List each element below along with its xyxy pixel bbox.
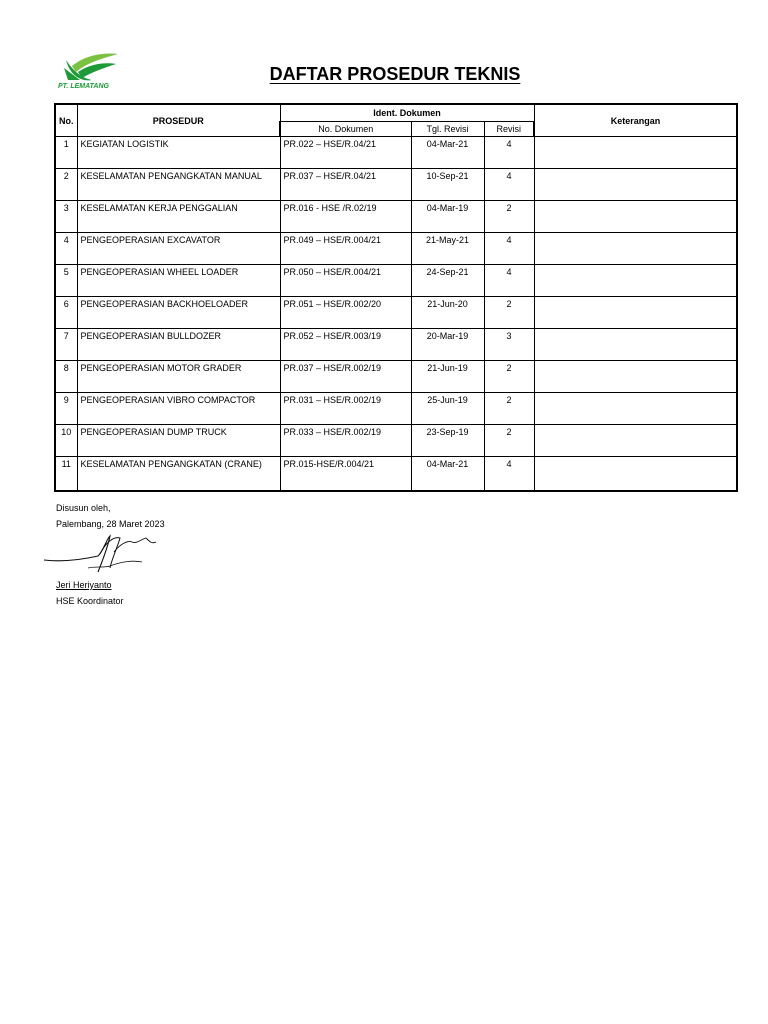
place-date: Palembang, 28 Maret 2023: [56, 519, 165, 529]
row-revisi: 2: [484, 297, 534, 329]
row-tgl-revisi: 25-Jun-19: [411, 393, 484, 425]
handwritten-signature: [40, 532, 160, 578]
row-no-dokumen: PR.033 – HSE/R.002/19: [280, 425, 411, 457]
header-keterangan: Keterangan: [534, 104, 737, 137]
row-no-dokumen: PR.050 – HSE/R.004/21: [280, 265, 411, 297]
header-revisi: Revisi: [484, 122, 534, 137]
row-revisi: 4: [484, 457, 534, 491]
row-tgl-revisi: 24-Sep-21: [411, 265, 484, 297]
row-no: 3: [55, 201, 77, 233]
row-tgl-revisi: 21-May-21: [411, 233, 484, 265]
row-tgl-revisi: 04-Mar-19: [411, 201, 484, 233]
table-row: [55, 425, 737, 457]
row-no-dokumen: PR.016 - HSE /R.02/19: [280, 201, 411, 233]
table-row: [55, 137, 737, 169]
row-no: 5: [55, 265, 77, 297]
document-title-text: DAFTAR PROSEDUR TEKNIS: [269, 64, 521, 84]
table-row: [55, 169, 737, 201]
row-keterangan: [534, 233, 737, 265]
row-no-dokumen: PR.022 – HSE/R.04/21: [280, 137, 411, 169]
row-no-dokumen: PR.037 – HSE/R.002/19: [280, 361, 411, 393]
row-prosedur: PENGEOPERASIAN MOTOR GRADER: [77, 361, 280, 393]
table-row: [55, 233, 737, 265]
row-tgl-revisi: 21-Jun-20: [411, 297, 484, 329]
table-row: [55, 297, 737, 329]
row-tgl-revisi: 04-Mar-21: [411, 137, 484, 169]
row-no: 11: [55, 457, 77, 491]
row-tgl-revisi: 20-Mar-19: [411, 329, 484, 361]
row-keterangan: [534, 169, 737, 201]
row-keterangan: [534, 201, 737, 233]
row-no: 4: [55, 233, 77, 265]
row-keterangan: [534, 393, 737, 425]
row-no-dokumen: PR.031 – HSE/R.002/19: [280, 393, 411, 425]
row-prosedur: PENGEOPERASIAN BACKHOELOADER: [77, 297, 280, 329]
row-revisi: 2: [484, 393, 534, 425]
row-prosedur: PENGEOPERASIAN EXCAVATOR: [77, 233, 280, 265]
row-tgl-revisi: 04-Mar-21: [411, 457, 484, 491]
row-prosedur: KESELAMATAN KERJA PENGGALIAN: [77, 201, 280, 233]
row-prosedur: KESELAMATAN PENGANGKATAN (CRANE): [77, 457, 280, 491]
document-title: [0, 64, 768, 85]
row-keterangan: [534, 265, 737, 297]
header-prosedur: PROSEDUR: [77, 104, 280, 137]
row-no-dokumen: PR.037 – HSE/R.04/21: [280, 169, 411, 201]
table-row: [55, 265, 737, 297]
signer-position: HSE Koordinator: [56, 596, 124, 606]
table-row: [55, 361, 737, 393]
company-name: PT. LEMATANG: [58, 83, 109, 90]
row-no: 1: [55, 137, 77, 169]
row-no: 8: [55, 361, 77, 393]
table-row: [55, 201, 737, 233]
row-revisi: 4: [484, 233, 534, 265]
row-prosedur: PENGEOPERASIAN VIBRO COMPACTOR: [77, 393, 280, 425]
procedure-table: [54, 103, 738, 492]
row-no-dokumen: PR.049 – HSE/R.004/21: [280, 233, 411, 265]
row-no: 6: [55, 297, 77, 329]
table-row: [55, 329, 737, 361]
row-tgl-revisi: 10-Sep-21: [411, 169, 484, 201]
header-no: No.: [55, 104, 77, 137]
row-no-dokumen: PR.052 – HSE/R.003/19: [280, 329, 411, 361]
row-revisi: 4: [484, 137, 534, 169]
row-keterangan: [534, 329, 737, 361]
row-tgl-revisi: 21-Jun-19: [411, 361, 484, 393]
row-prosedur: PENGEOPERASIAN WHEEL LOADER: [77, 265, 280, 297]
row-no: 9: [55, 393, 77, 425]
row-no-dokumen: PR.015-HSE/R.004/21: [280, 457, 411, 491]
row-prosedur: KESELAMATAN PENGANGKATAN MANUAL: [77, 169, 280, 201]
row-revisi: 4: [484, 265, 534, 297]
row-keterangan: [534, 361, 737, 393]
header-no-dokumen: No. Dokumen: [280, 122, 411, 137]
row-revisi: 2: [484, 361, 534, 393]
row-keterangan: [534, 425, 737, 457]
row-keterangan: [534, 457, 737, 491]
signer-name: Jeri Heriyanto: [56, 580, 112, 590]
header-tgl-revisi: Tgl. Revisi: [411, 122, 484, 137]
table-row: [55, 393, 737, 425]
row-prosedur: PENGEOPERASIAN DUMP TRUCK: [77, 425, 280, 457]
table-row: [55, 457, 737, 491]
row-revisi: 2: [484, 425, 534, 457]
prepared-by-label: Disusun oleh,: [56, 503, 111, 513]
row-tgl-revisi: 23-Sep-19: [411, 425, 484, 457]
row-no: 7: [55, 329, 77, 361]
header-ident-dokumen: Ident. Dokumen: [280, 104, 534, 122]
row-no: 2: [55, 169, 77, 201]
row-prosedur: PENGEOPERASIAN BULLDOZER: [77, 329, 280, 361]
row-keterangan: [534, 297, 737, 329]
row-no: 10: [55, 425, 77, 457]
row-keterangan: [534, 137, 737, 169]
row-revisi: 4: [484, 169, 534, 201]
row-prosedur: KEGIATAN LOGISTIK: [77, 137, 280, 169]
row-revisi: 3: [484, 329, 534, 361]
row-revisi: 2: [484, 201, 534, 233]
row-no-dokumen: PR.051 – HSE/R.002/20: [280, 297, 411, 329]
